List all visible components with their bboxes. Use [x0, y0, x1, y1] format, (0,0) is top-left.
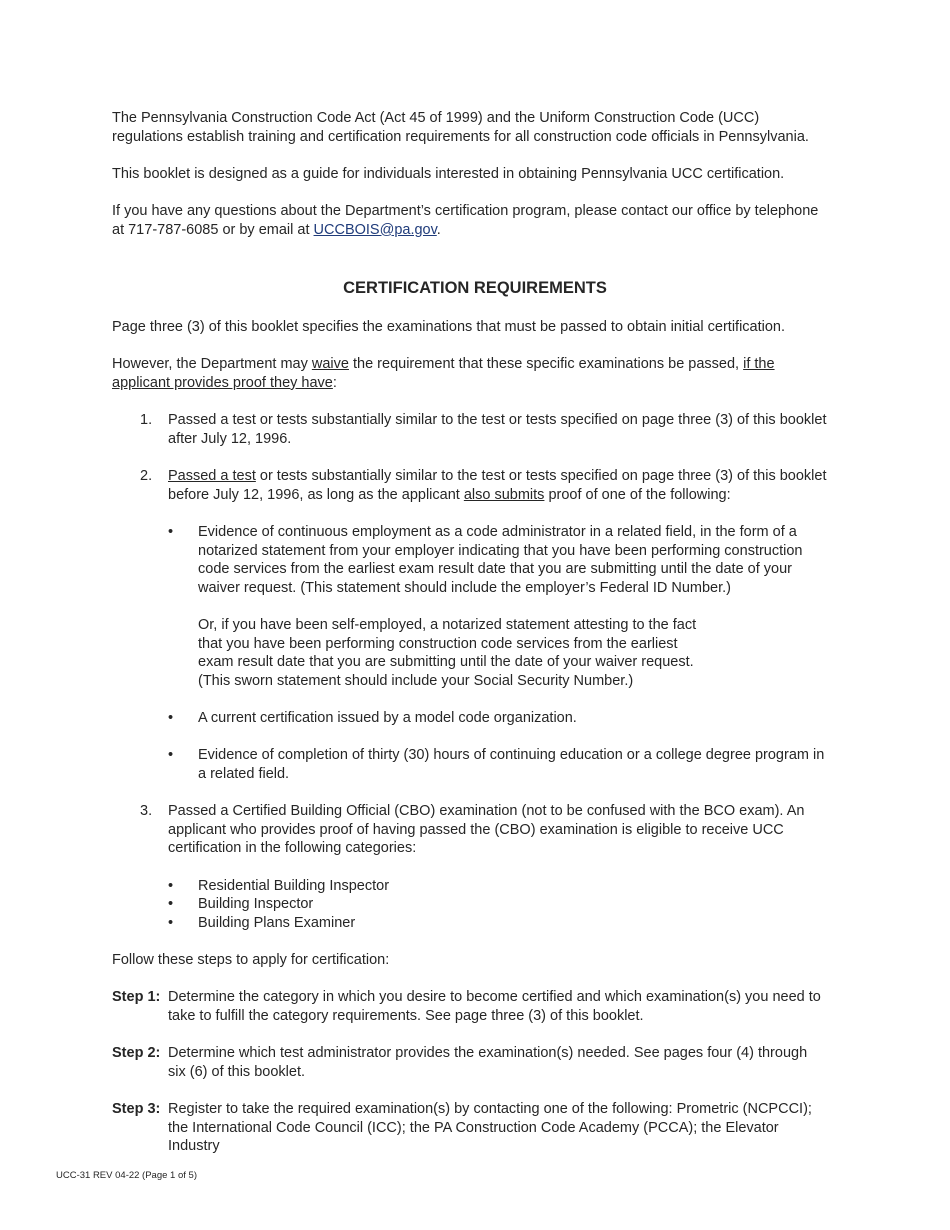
bullet-continuing-education: Evidence of completion of thirty (30) hours of continuing education or a college degree program in a related field.: [198, 747, 825, 782]
step-text-2: Determine which test administrator provides the examination(s) needed. See pages four (4) through six (6) of this booklet.: [168, 1045, 808, 1080]
self-employed-paragraph: [198, 616, 828, 691]
item-text-1: Passed a test or tests substantially similar to the test or tests specified on page three (3) of this booklet after July 12, 1996.: [168, 412, 827, 447]
bullet-marker: •: [168, 915, 174, 931]
item-text-3: Passed a Certified Building Official (CBO) examination (not to be confused with the BCO exam). An applicant who provides proof of having passed the (CBO) examination is eligible to receive UCC certification in the following categories:: [168, 803, 805, 857]
self-employed-line: exam result date that you are submitting until the date of your waiver request.: [198, 654, 694, 671]
bullet-marker: •: [168, 710, 174, 726]
step-text-1: Determine the category in which you desire to become certified and which examination(s) you need to take to fulfill the category requirements. See page three (3) of this booklet.: [168, 989, 821, 1024]
intro-paragraph-3: [112, 202, 834, 239]
self-employed-line: that you have been performing construction code services from the earliest: [198, 635, 678, 652]
waiver-text-a: However, the Department may: [112, 356, 308, 372]
intro-contact-text: If you have any questions about the Department’s certification program, please contact our office by telephone at 717-787-6085 or by email at: [112, 203, 819, 238]
category-building-plans-examiner: Building Plans Examiner: [198, 915, 356, 931]
section-paragraph-2: [112, 355, 834, 392]
waiver-text-b: the requirement that these specific examinations be passed,: [352, 356, 740, 372]
intro-period: .: [436, 221, 441, 238]
waiver-condition: if the applicant provides proof they have: [112, 356, 775, 391]
bullet-marker: •: [168, 896, 174, 912]
step-label-1: Step 1:: [112, 989, 161, 1005]
also-submits-term: also submits: [463, 486, 545, 503]
section-title: CERTIFICATION REQUIREMENTS: [343, 279, 607, 297]
bullet-marker: •: [168, 524, 174, 540]
email-link[interactable]: UCCBOIS@pa.gov: [313, 221, 437, 238]
item-number-2: 2.: [140, 468, 153, 484]
item-2-text-a: or tests substantially similar to the test or tests specified on page three (3) of this booklet before July 12, 1996, as long as the applicant: [168, 468, 827, 503]
passed-a-test-term: Passed a test: [168, 468, 256, 484]
bullet-employment-evidence: Evidence of continuous employment as a code administrator in a related field, in the form of a notarized statement from your employer indicating that you have been performing construction code services from the earliest exam result date that you are submitting until the date of your waiver request. (This statement should include the employer’s Federal ID Number.): [198, 524, 803, 597]
step-label-3: Step 3:: [112, 1101, 161, 1117]
page-footer: UCC-31 REV 04-22 (Page 1 of 5): [56, 1170, 197, 1181]
bullet-marker: •: [168, 878, 174, 894]
self-employed-line: Or, if you have been self-employed, a notarized statement attesting to the fact: [198, 617, 697, 633]
waiver-colon: :: [332, 374, 337, 391]
category-building-inspector: Building Inspector: [198, 896, 314, 912]
step-text-3: Register to take the required examination(s) by contacting one of the following: Prometric (NCPCCI); the International Code Council (ICC); the PA Construction Code Academy (PCCA); the Elevator Industry: [168, 1101, 812, 1155]
intro-paragraph-1: The Pennsylvania Construction Code Act (Act 45 of 1999) and the Uniform Construction Code (UCC) regulations establish training and certification requirements for all construction code officials in Pennsylvania.: [112, 110, 809, 145]
section-paragraph-1: Page three (3) of this booklet specifies the examinations that must be passed to obtain initial certification.: [112, 319, 786, 335]
category-residential-building-inspector: Residential Building Inspector: [198, 878, 390, 894]
step-label-2: Step 2:: [112, 1045, 161, 1061]
bullet-model-code-cert: A current certification issued by a model code organization.: [198, 710, 577, 726]
waive-term: waive: [311, 356, 349, 372]
bullet-marker: •: [168, 747, 174, 763]
intro-paragraph-2: This booklet is designed as a guide for individuals interested in obtaining Pennsylvania UCC certification.: [112, 166, 785, 182]
item-number-1: 1.: [140, 412, 153, 428]
item-number-3: 3.: [140, 803, 153, 819]
item-text-2: [168, 467, 828, 504]
self-employed-line: (This sworn statement should include your Social Security Number.): [198, 673, 634, 690]
steps-intro: Follow these steps to apply for certification:: [112, 952, 390, 968]
item-2-text-b: proof of one of the following:: [548, 486, 731, 503]
